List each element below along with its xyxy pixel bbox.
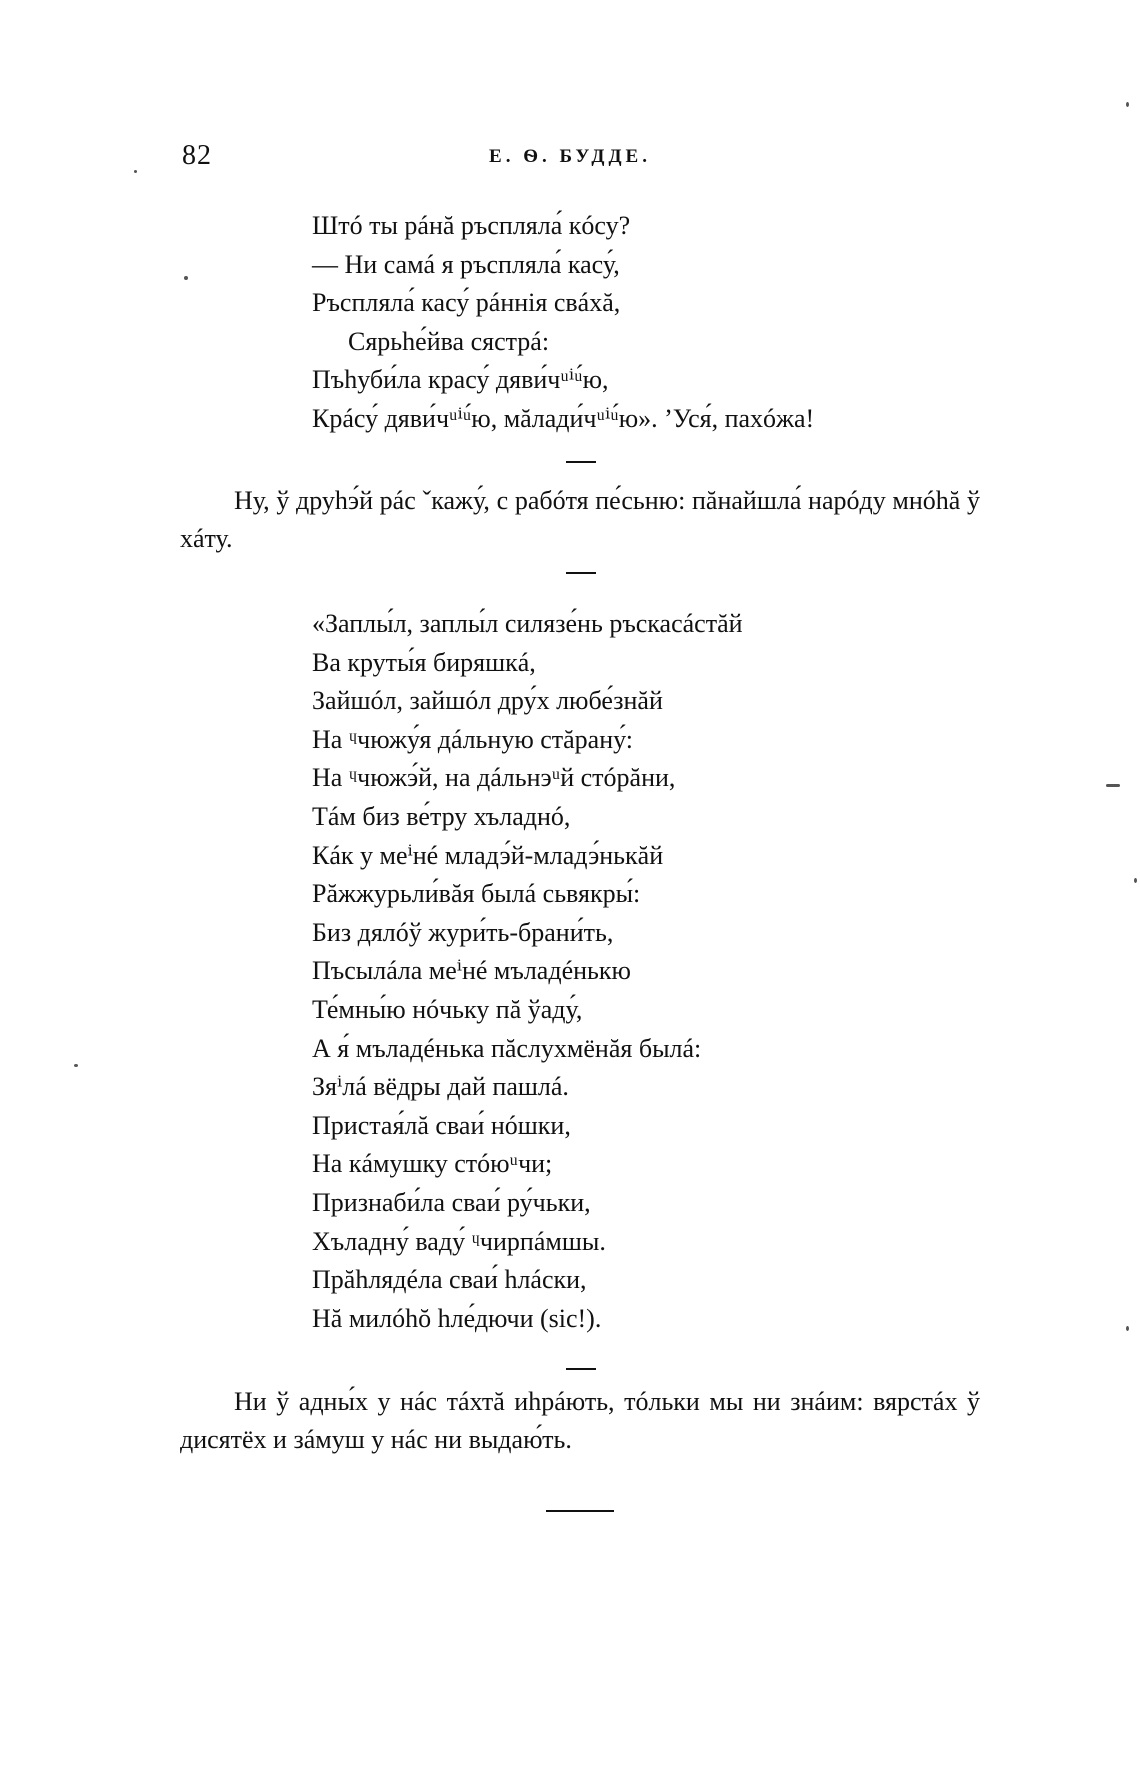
verse-line: Ва круты́я биряшкá, <box>312 647 536 677</box>
verse-line: Пъһуби́ла красу́ дяви́чᵘⁱᵘ́ю, <box>312 365 609 395</box>
section-divider <box>566 572 596 574</box>
verse-line: Тáм биз ве́тру хъладнó, <box>312 801 571 831</box>
verse-line: — Ни самá я ръспляла́ касу́, <box>312 249 620 279</box>
page-number: 82 <box>182 140 212 171</box>
verse-line: Штó ты рáнă ръспляла́ кóсу? <box>312 211 631 240</box>
verse-line: Пъсылáла меⁱнé мъладéнькю <box>312 956 631 986</box>
end-rule <box>546 1510 614 1512</box>
section-divider <box>566 461 596 463</box>
verse-line: Признаби́ла сваи́ ру́чьки, <box>312 1187 591 1217</box>
verse-line: Хъладну́ ваду́ ᶣчирпáмшы. <box>312 1226 606 1256</box>
scan-speck <box>74 1064 78 1067</box>
verse-line: Биз дялóў жури́ть-брани́ть, <box>312 917 614 947</box>
prose-paragraph-2: Ни ў адны́х у нáс тáхтă иһрáють, тóльки мы ни знáим: вярстáх ў дисятёх и зáмуш у нáс ни выдаю́ть. <box>180 1387 980 1454</box>
verse-line: Кáк у меⁱнé младэ́й-младэ́нькăй <box>312 840 664 870</box>
verse-line: Нă милóһŏ һле́дючи (sic!). <box>312 1303 602 1333</box>
verse-line: Рăжжурьли́вăя былá сьвякры́: <box>312 879 641 909</box>
stanza-2 <box>312 605 743 1338</box>
verse-line: Сярьһе́йва сястрá: <box>348 326 550 356</box>
scan-speck <box>1126 102 1129 107</box>
verse-line: Зяⁱлá вёдры дай пашлá. <box>312 1072 569 1102</box>
verse-line: Прăһлядéла сваи́ һлáски, <box>312 1265 587 1295</box>
scan-speck <box>1134 878 1137 883</box>
verse-line: «Заплы́л, заплы́л силязе́нь ръскасáстăй <box>312 609 743 638</box>
scan-speck <box>1106 784 1120 787</box>
verse-line: Ръспляла́ касу́ рáннія свáхă, <box>312 288 621 318</box>
verse-line: На ᶣчюжу́я дáльную стăрану́: <box>312 724 634 754</box>
verse-line: На ᶣчюжэ́й, на дáльнэᵘй стóрăни, <box>312 763 676 793</box>
verse-line: Пристая́лă сваи́ нóшки, <box>312 1110 571 1140</box>
verse-line: Крáсу́ дяви́чᵘⁱᵘ́ю, мăлади́чᵘⁱᵘ́ю». ’Уся́, пахóжа! <box>312 403 815 433</box>
scan-speck <box>1126 1326 1129 1331</box>
prose-paragraph-1: Ну, ў друһэ́й рáс ˇкажу́, с рабóтя пе́сьню: пăнайшла́ нарóду мнóһă ў хáту. <box>180 486 980 553</box>
scan-speck <box>134 170 137 173</box>
running-head: Е. Ѳ. БУДДЕ. <box>489 146 651 167</box>
section-divider <box>566 1368 596 1370</box>
stanza-1 <box>312 207 814 439</box>
scan-speck <box>184 276 188 280</box>
verse-line: А я́ мъладéнька пăслухмёнăя былá: <box>312 1033 702 1063</box>
verse-line: На кáмушку стóюᵘчи; <box>312 1149 553 1179</box>
page-header <box>0 140 1140 180</box>
verse-line: Зайшóл, зайшóл дру́х любе́знăй <box>312 686 663 716</box>
verse-line: Те́мны́ю нóчьку пă ўаду́, <box>312 994 583 1024</box>
